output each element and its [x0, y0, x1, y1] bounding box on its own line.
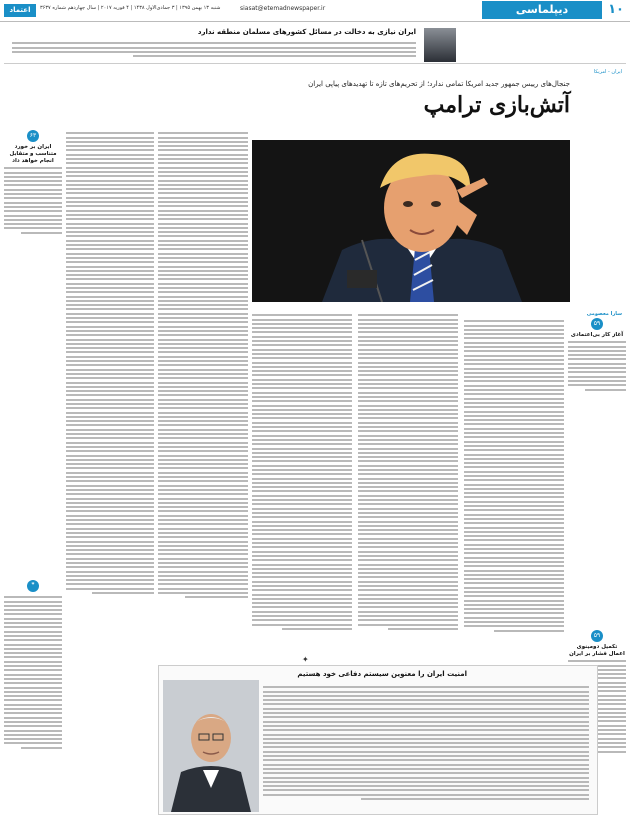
article-column-4 [358, 312, 458, 662]
bottom-story-headline: امنیت ایران را معنوین سیستم دفاعی خود هستیم [297, 670, 467, 678]
quote-icon: ۵۹ [591, 318, 603, 330]
left-sidebar-card [4, 130, 62, 265]
section-title: دیپلماسی [482, 1, 602, 19]
main-photo [252, 140, 570, 302]
left-quote-box [4, 580, 62, 814]
sidebar-card-title: تکمیل دومینوی اعمال فشار بر ایران [569, 644, 625, 657]
author-name: سارا معصومی [586, 311, 622, 317]
quote-icon: ❞ [27, 580, 39, 592]
sidebar-card-1 [568, 318, 626, 409]
top-bar [0, 0, 630, 22]
site-url[interactable]: siasat@etemadnewspaper.ir [240, 5, 326, 12]
article-column-3 [252, 312, 352, 662]
quote-icon: ۵۹ [591, 630, 603, 642]
newspaper-logo: اعتماد [4, 4, 36, 17]
main-headline: آتش‌بازی ترامپ [423, 92, 570, 118]
article-column-left [66, 130, 154, 660]
quote-icon: ۶۳ [27, 130, 39, 142]
left-sidebar-text [4, 165, 62, 265]
issue-line: شنبه ۱۳ بهمن ۱۳۹۵ | ۳ جمادی‌الاول ۱۴۳۸ | ۴ فوریه ۲۰۱۷ | سال چهاردهم شماره ۳۶۳۷ [40, 5, 221, 11]
article-column-2 [158, 130, 248, 660]
bottom-story-photo [163, 680, 259, 812]
portrait-illustration [252, 140, 570, 302]
main-kicker: جنجال‌های رییس جمهور جدید امریکا تمامی ندارد؛ از تحریم‌های تازه تا تهدیدهای پیاپی ایران [308, 80, 570, 88]
sidebar-card-text [568, 339, 626, 409]
bottom-story-box [158, 665, 598, 815]
rubric: ایران - امریکا [593, 69, 622, 75]
top-story [4, 24, 626, 64]
article-column-5 [464, 318, 564, 662]
top-story-headline: ایران نیازی به دخالت در مسائل کشورهای مسلمان منطقه ندارد [197, 28, 416, 36]
portrait-illustration [163, 680, 259, 812]
top-story-photo [424, 28, 456, 62]
left-sidebar-title: ایران بر خورد متناسب و متقابل انجام خواهد داد [9, 144, 57, 164]
sidebar-card-title: آغاز کار بی‌اعتمادی [570, 332, 624, 338]
left-quote-text [4, 594, 62, 814]
top-story-summary [12, 40, 416, 62]
bottom-story-text [263, 684, 589, 812]
page-number: ۱۰ [608, 2, 624, 17]
separator-icon: ✦ [302, 655, 309, 664]
